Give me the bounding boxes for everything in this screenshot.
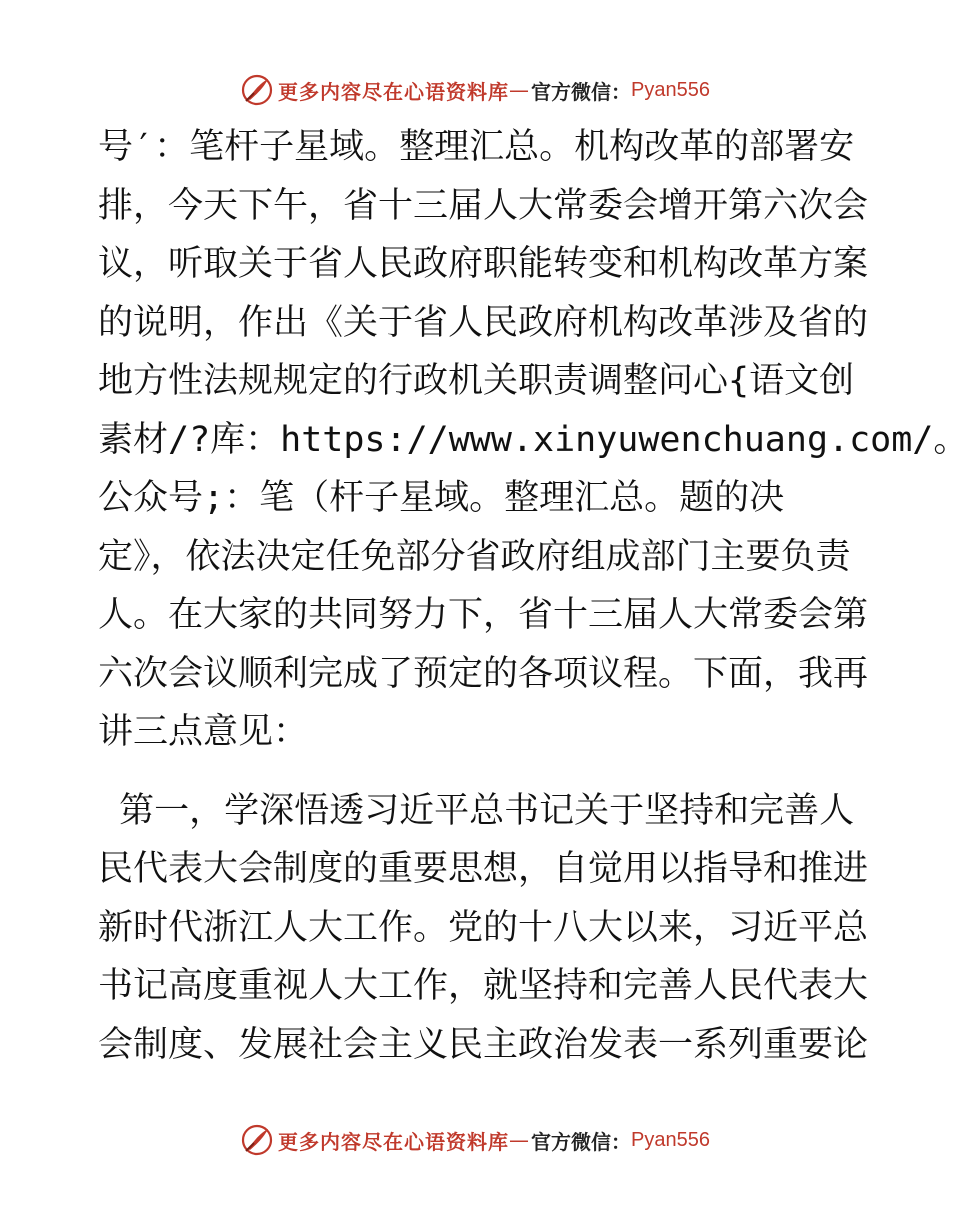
document-body [98,118,968,1074]
header-site-text: 更多内容尽在心语资料库 [278,79,510,104]
text-line: 议，听取关于省人民政府职能转变和机构改革方案 [98,244,869,284]
text-line: 书记高度重视人大工作，就坚持和完善人民代表大 [98,966,869,1006]
text-line: 新时代浙江人大工作。党的十八大以来，习近平总 [98,907,869,948]
text-line: 民代表大会制度的重要思想，自觉用以指导和推进 [98,849,869,889]
feather-logo-icon [240,1123,274,1157]
header-dash: — [509,78,530,102]
text-line: 素材/?库：https://www.xinyuwenchuang.com/。 [98,419,968,460]
text-line: 排，今天下午，省十三届人大常委会增开第六次会 [98,185,869,226]
text-line: 定》，依法决定任免部分省政府组成部门主要负责 [98,536,851,577]
text-line: 会制度、发展社会主义民主政治发表一系列重要论 [98,1024,869,1065]
text-line: 人。在大家的共同努力下，省十三届人大常委会第 [98,595,869,635]
text-line: 公众号;：笔（杆子星域。整理汇总。题的决 [98,478,785,518]
header-wechat-id: Pyan556 [631,78,710,101]
footer-site-text: 更多内容尽在心语资料库 [278,1129,510,1154]
text-line: 的说明，作出《关于省人民政府机构改革涉及省的 [98,302,869,343]
footer-official-label: 官方微信： [531,1129,632,1154]
feather-logo-icon [240,73,274,107]
text-line: 地方性法规规定的行政机关职责调整问心{语文创 [98,361,855,401]
footer-dash: — [509,1128,530,1152]
header-banner [0,70,950,110]
footer-wechat-id: Pyan556 [631,1128,710,1151]
text-line: 号′：笔杆子星域。整理汇总。机构改革的部署安 [98,127,855,167]
header-official-label: 官方微信： [531,79,632,104]
text-line: 第一，学深悟透习近平总书记关于坚持和完善人 [98,790,855,831]
footer-banner [0,1120,950,1160]
text-line: 讲三点意见： [98,712,309,752]
paragraph-gap [98,762,858,782]
text-line: 六次会议顺利完成了预定的各项议程。下面，我再 [98,653,869,694]
